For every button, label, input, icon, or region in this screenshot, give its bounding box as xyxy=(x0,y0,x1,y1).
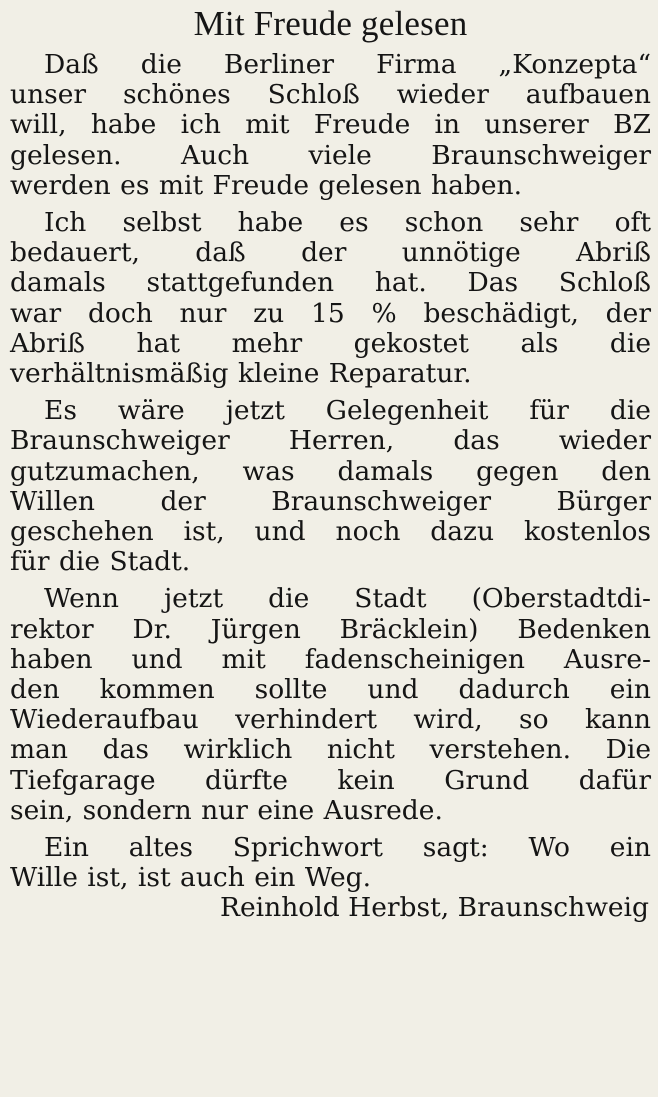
text-line: Wiederaufbau verhindert wird, so kann xyxy=(10,704,651,736)
author-signature: Reinhold Herbst, Braunschweig xyxy=(220,892,649,924)
text-line: Wille ist, ist auch ein Weg. xyxy=(10,862,372,894)
text-line: Wenn jetzt die Stadt (Oberstadtdi- xyxy=(44,583,651,615)
text-line: Tiefgarage dürfte kein Grund dafür xyxy=(10,764,651,796)
paragraph-3 xyxy=(10,396,651,577)
text-line: verhältnismäßig kleine Reparatur. xyxy=(10,358,472,390)
text-line: war doch nur zu 15 % beschädigt, der xyxy=(10,297,651,329)
text-line: Braunschweiger Herren, das wieder xyxy=(10,425,651,457)
text-line: werden es mit Freude gelesen haben. xyxy=(10,169,523,201)
paragraph-2 xyxy=(10,208,651,389)
text-line: für die Stadt. xyxy=(10,546,191,578)
text-line: gutzumachen, was damals gegen den xyxy=(10,455,651,487)
text-line: sein, sondern nur eine Ausrede. xyxy=(10,794,443,826)
article-headline: Mit Freude gelesen xyxy=(193,4,468,43)
text-line: haben und mit fadenscheinigen Ausre- xyxy=(10,643,651,675)
text-line: Es wäre jetzt Gelegenheit für die xyxy=(44,395,651,427)
text-line: Daß die Berliner Firma „Konzepta“ xyxy=(44,49,651,80)
text-line: Ich selbst habe es schon sehr oft xyxy=(44,207,651,239)
text-line: Abriß hat mehr gekostet als die xyxy=(10,327,651,359)
text-line: Ein altes Sprichwort sagt: Wo ein xyxy=(44,832,651,864)
paragraph-5 xyxy=(10,833,651,893)
text-line: damals stattgefunden hat. Das Schloß xyxy=(10,267,651,299)
text-line: Willen der Braunschweiger Bürger xyxy=(10,485,651,517)
paragraph-1 xyxy=(10,50,651,201)
text-line: man das wirklich nicht verstehen. Die xyxy=(10,734,651,766)
paragraph-4 xyxy=(10,584,651,826)
text-line: geschehen ist, und noch dazu kostenlos xyxy=(10,516,651,548)
text-line: bedauert, daß der unnötige Abriß xyxy=(10,237,651,269)
text-line: will, habe ich mit Freude in unserer BZ xyxy=(10,109,651,141)
text-line: gelesen. Auch viele Braunschweiger xyxy=(10,139,651,171)
text-line: den kommen sollte und dadurch ein xyxy=(10,674,651,706)
text-line: rektor Dr. Jürgen Bräcklein) Bedenken xyxy=(10,613,651,645)
text-line: unser schönes Schloß wieder aufbauen xyxy=(10,79,651,111)
